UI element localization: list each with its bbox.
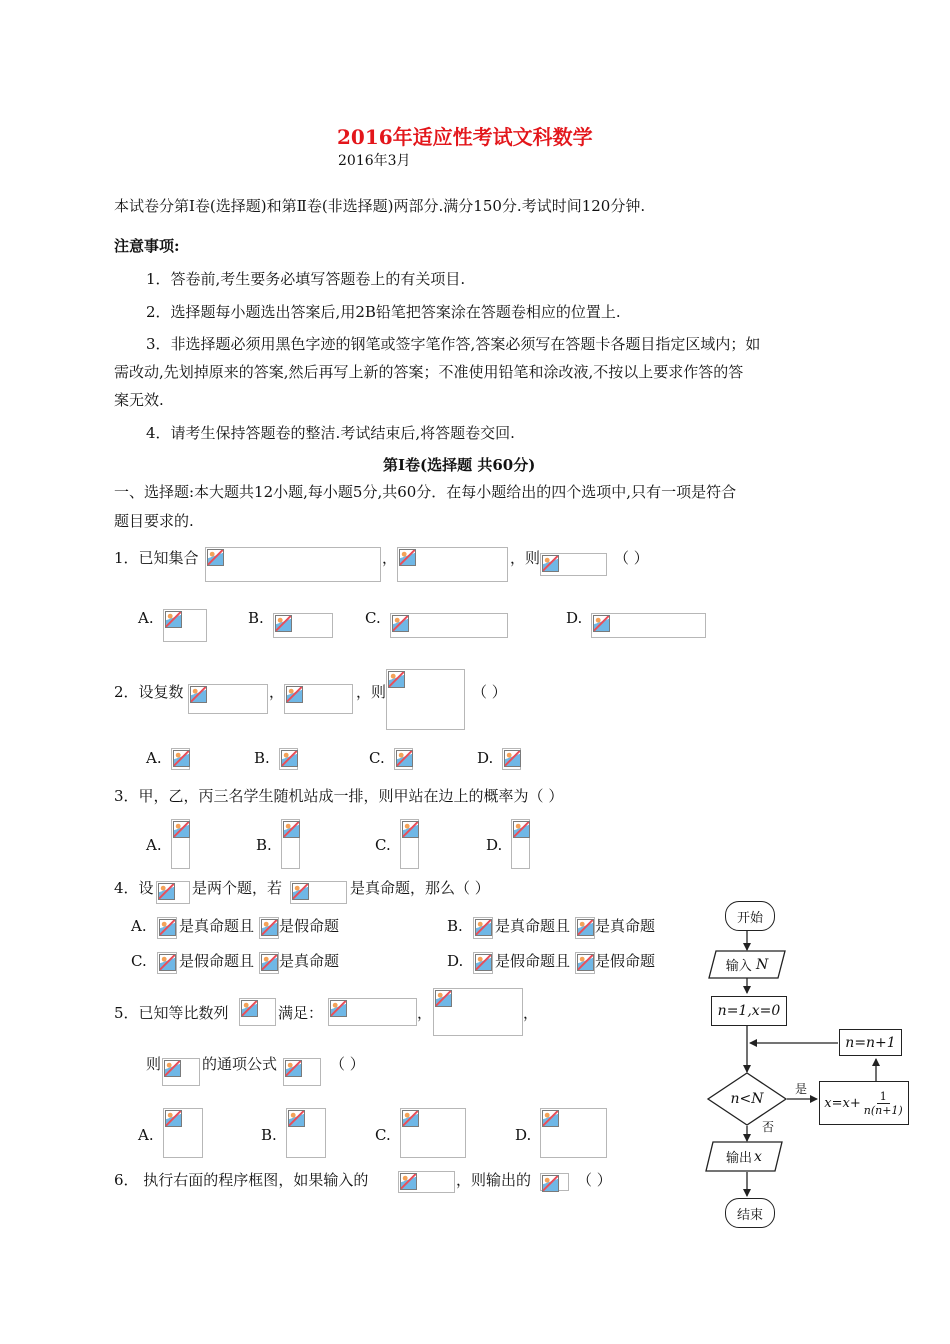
flowchart-start-label: 开始 bbox=[736, 910, 763, 926]
q3-stem: 3．甲，乙，丙三名学生随机站成一排，则甲站在边上的概率为（ ） bbox=[114, 787, 564, 805]
flowchart-no-label: 否 bbox=[762, 1120, 775, 1134]
flowchart-update bbox=[819, 1081, 909, 1125]
notes-heading: 注意事项: bbox=[114, 237, 180, 255]
section-heading: 第Ⅰ卷(选择题 共60分) bbox=[383, 456, 536, 474]
q3-option-d: D. bbox=[486, 836, 503, 854]
flowchart-condition bbox=[722, 1087, 772, 1111]
section-instructions: 一、选择题:本大题共12小题,每小题5分,共60分．在每小题给出的四个选项中,只有一项是符合 bbox=[114, 483, 737, 501]
flowchart-init bbox=[711, 996, 787, 1026]
q1-comma: ， bbox=[382, 549, 398, 567]
q4-stem: 是真命题，那么（ ） bbox=[350, 879, 490, 897]
q4-option-b: B. bbox=[447, 917, 463, 935]
flowchart-output bbox=[706, 1142, 782, 1171]
q3-option-c: C. bbox=[375, 836, 391, 854]
q5-option-c: C. bbox=[375, 1126, 391, 1144]
q4-stem: 是两个题，若 bbox=[192, 879, 283, 897]
q2-comma: ， bbox=[269, 683, 285, 701]
q4-option-text: 是假命题且 bbox=[179, 952, 255, 970]
flowchart-end bbox=[725, 1198, 775, 1228]
q2-option-b: B. bbox=[254, 749, 270, 767]
q4-stem: 4．设 bbox=[114, 879, 154, 897]
q1-stem: 1．已知集合 bbox=[114, 549, 199, 567]
flowchart-start bbox=[725, 901, 775, 931]
q4-option-text: 是假命题 bbox=[279, 917, 340, 935]
q2-stem: 2．设复数 bbox=[114, 683, 184, 701]
q1-option-d: D. bbox=[566, 609, 583, 627]
q3-option-a: A. bbox=[146, 836, 162, 854]
q4-option-text: 是真命题且 bbox=[495, 917, 571, 935]
flowchart-fraction-denominator: n(n+1) bbox=[863, 1103, 903, 1117]
flowchart-fraction bbox=[863, 1090, 904, 1117]
q2-option-c: C. bbox=[369, 749, 385, 767]
flowchart-increment-label: n=n+1 bbox=[845, 1034, 896, 1051]
flowchart-output-label: 输出 bbox=[726, 1151, 753, 1166]
flowchart-output-var: x bbox=[754, 1148, 762, 1165]
q1-then: ，则 bbox=[510, 549, 541, 567]
flowchart-increment bbox=[839, 1029, 902, 1056]
q1-option-c: C. bbox=[365, 609, 381, 627]
flowchart-input-label: 输入 bbox=[725, 959, 752, 974]
q2-then: ，则 bbox=[356, 683, 387, 701]
q2-paren: （ ） bbox=[472, 683, 507, 701]
note-item: 2．选择题每小题选出答案后,用2B铅笔把答案涂在答题卷相应的位置上. bbox=[146, 303, 621, 321]
q2-option-a: A. bbox=[146, 749, 162, 767]
note-item: 1．答卷前,考生要务必填写答题卷上的有关项目. bbox=[146, 270, 466, 288]
flowchart-update-lhs: x=x+ bbox=[824, 1095, 861, 1111]
q4-option-text: 是真命题 bbox=[279, 952, 340, 970]
flowchart-input bbox=[709, 951, 785, 978]
flowchart-fraction-numerator: 1 bbox=[877, 1090, 890, 1104]
q6-then: ，则输出的 bbox=[456, 1171, 532, 1189]
q4-option-d: D. bbox=[447, 952, 464, 970]
note-item: 4．请考生保持答题卷的整洁.考试结束后,将答题卷交回. bbox=[146, 424, 515, 442]
section-instructions: 题目要求的. bbox=[114, 512, 194, 530]
q4-option-text: 是真命题 bbox=[595, 917, 656, 935]
q4-option-text: 是真命题且 bbox=[179, 917, 255, 935]
flowchart-condition-label: n<N bbox=[730, 1091, 764, 1107]
q4-option-c: C. bbox=[131, 952, 147, 970]
q1-option-b: B. bbox=[248, 609, 264, 627]
flowchart-end-label: 结束 bbox=[736, 1207, 763, 1223]
q1-option-a: A. bbox=[138, 609, 154, 627]
q5-option-b: B. bbox=[261, 1126, 277, 1144]
q3-option-b: B. bbox=[256, 836, 272, 854]
q5-option-d: D. bbox=[515, 1126, 532, 1144]
note-item: 需改动,先划掉原来的答案,然后再写上新的答案；不准使用铅笔和涂改液,不按以上要求作答的答 bbox=[114, 363, 744, 381]
exam-date: 2016年3月 bbox=[338, 153, 411, 169]
q6-paren: （ ） bbox=[577, 1171, 612, 1189]
q2-option-d: D. bbox=[477, 749, 494, 767]
flowchart-input-var: N bbox=[755, 956, 769, 973]
q5-stem: 5．已知等比数列 bbox=[114, 1004, 229, 1022]
q4-option-text: 是假命题且 bbox=[495, 952, 571, 970]
q1-paren: （ ） bbox=[614, 549, 649, 567]
q4-option-a: A. bbox=[131, 917, 147, 935]
note-item: 案无效. bbox=[114, 391, 164, 409]
flowchart-init-label: n=1,x=0 bbox=[717, 1003, 781, 1019]
q6-stem: 6． 执行右面的程序框图，如果输入的 bbox=[114, 1171, 369, 1189]
flowchart-yes-label: 是 bbox=[795, 1082, 808, 1096]
q5-comma: ， bbox=[417, 1004, 433, 1022]
q5-paren: （ ） bbox=[330, 1055, 365, 1073]
note-item: 3．非选择题必须用黑色字迹的钢笔或签字笔作答,答案必须写在答题卡各题目指定区域内；如 bbox=[146, 335, 761, 353]
q5-stem: 则 bbox=[146, 1055, 162, 1073]
page-title: 2016年适应性考试文科数学 bbox=[337, 125, 593, 149]
intro-text: 本试卷分第Ⅰ卷(选择题)和第Ⅱ卷(非选择题)两部分.满分150分.考试时间120分钟. bbox=[114, 197, 646, 215]
q5-stem: 的通项公式 bbox=[202, 1055, 278, 1073]
q5-stem: 满足： bbox=[278, 1004, 324, 1022]
q5-comma: ， bbox=[523, 1004, 539, 1022]
q5-option-a: A. bbox=[138, 1126, 154, 1144]
q4-option-text: 是假命题 bbox=[595, 952, 656, 970]
